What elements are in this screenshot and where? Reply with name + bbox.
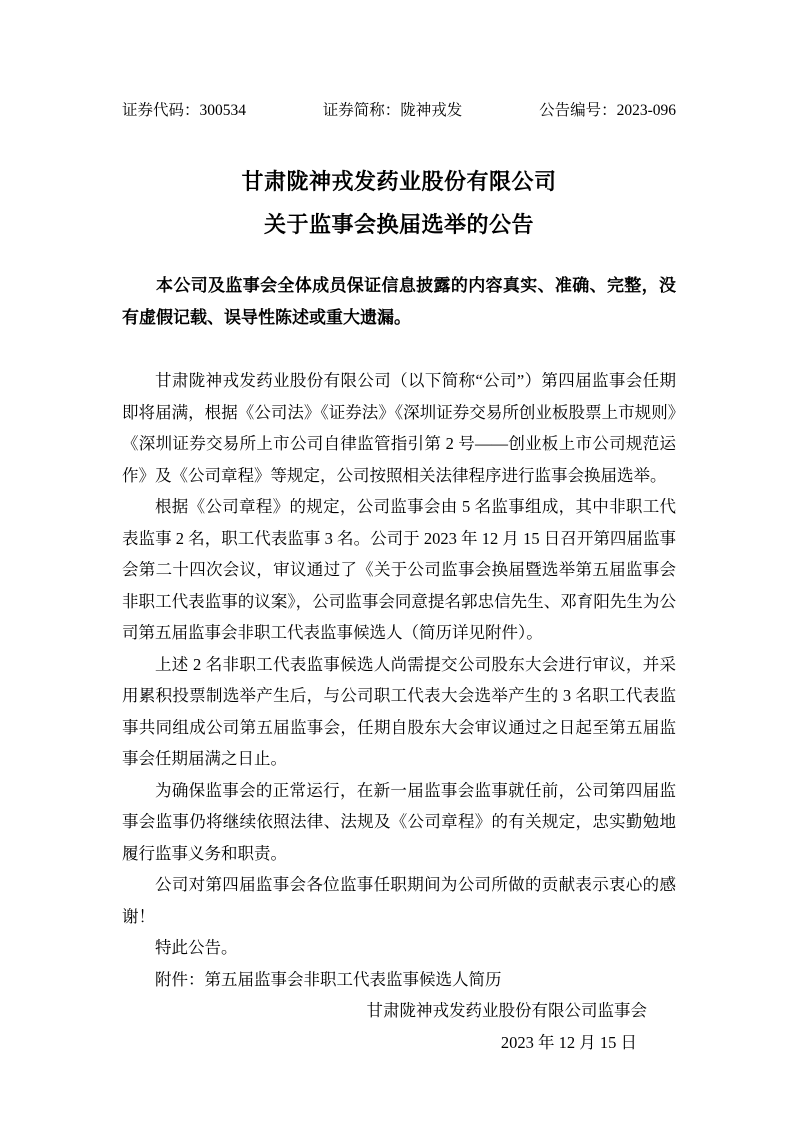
body-paragraph-thanks: 公司对第四届监事会各位监事任职期间为公司所做的贡献表示衷心的感谢！ — [122, 875, 676, 926]
body-paragraph-attachment: 附件：第五届监事会非职工代表监事候选人简历 — [155, 969, 502, 989]
stock-name-label: 证券简称：陇神戎发 — [322, 102, 463, 119]
company-name-title: 甘肃陇神戎发药业股份有限公司 — [241, 169, 557, 194]
signature-date: 2023 年 12 月 15 日 — [500, 1032, 637, 1052]
body-paragraph-2: 根据《公司章程》的规定，公司监事会由 5 名监事组成，其中非职工代表监事 2 名，职工代表监事 3 名。公司于 2023 年 12 月 15 日召开第四届监事会第二十四次会议，审议通过了《关于公司监事会换届暨选举第五届监事会非职工代表监事的议案》，公司监事会同意提名郭忠信先生、邓育阳先生为公司第五届监事会非职工代表监事候选人（简历详见附件）。 — [122, 497, 676, 642]
document-body — [122, 365, 676, 995]
body-paragraph-1: 甘肃陇神戎发药业股份有限公司（以下简称“公司”）第四届监事会任期即将届满，根据《公司法》《证券法》《深圳证券交易所创业板股票上市规则》《深圳证券交易所上市公司自律监管指引第 2 号——创业板上市公司规范运作》及《公司章程》等规定，公司按照相关法律程序进行监事会换届选举。 — [122, 371, 676, 485]
body-paragraph-notice: 特此公告。 — [155, 938, 238, 957]
stock-code-label: 证券代码：300534 — [122, 102, 247, 119]
document-title — [122, 160, 676, 246]
announcement-title: 关于监事会换届选举的公告 — [263, 212, 534, 237]
body-paragraph-3: 上述 2 名非职工代表监事候选人尚需提交公司股东大会进行审议，并采用累积投票制选举产生后，与公司职工代表大会选举产生的 3 名职工代表监事共同组成公司第五届监事会，任期自股东大会审议通过之日起至第五届监事会任期届满之日止。 — [122, 654, 676, 768]
announcement-number-label: 公告编号：2023-096 — [539, 102, 676, 119]
body-paragraph-4: 为确保监事会的正常运行，在新一届监事会监事就任前，公司第四届监事会监事仍将继续依照法律、法规及《公司章程》的有关规定，忠实勤勉地履行监事义务和职责。 — [122, 780, 676, 863]
signature-block — [122, 995, 676, 1058]
document-header — [122, 101, 676, 120]
declaration-paragraph: 本公司及监事会全体成员保证信息披露的内容真实、准确、完整，没有虚假记载、误导性陈述或重大遗漏。 — [122, 276, 676, 327]
signature-company: 甘肃陇神戎发药业股份有限公司监事会 — [366, 1001, 647, 1020]
